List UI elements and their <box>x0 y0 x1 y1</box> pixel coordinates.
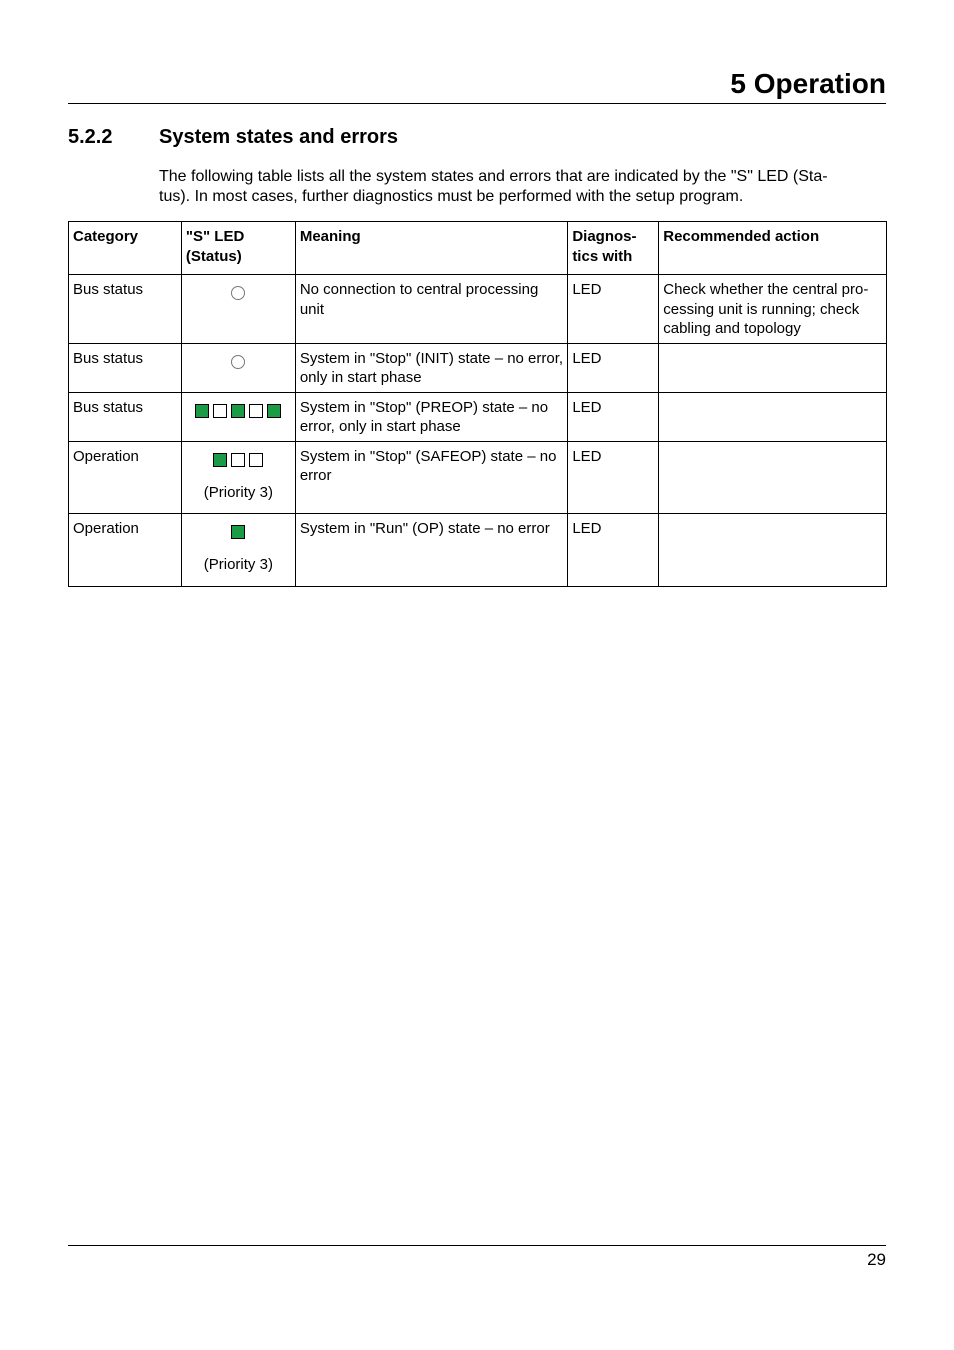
cell-action <box>659 392 887 441</box>
led-off-circle-icon <box>231 355 245 369</box>
header-led <box>181 222 295 275</box>
chapter-title: 5 Operation <box>730 68 886 99</box>
cell-diagnostics: LED <box>568 441 659 513</box>
table-row <box>69 513 887 586</box>
header-diagnostics <box>568 222 659 275</box>
footer-divider <box>68 1245 886 1246</box>
cell-led <box>181 441 295 513</box>
cell-meaning: System in "Run" (OP) state – no error <box>295 513 567 586</box>
priority-label: (Priority 3) <box>203 555 273 573</box>
table-row <box>69 343 887 392</box>
cell-action <box>659 441 887 513</box>
table-row <box>69 392 887 441</box>
led-blink-pattern-icon <box>186 404 291 418</box>
cell-category: Bus status <box>69 343 182 392</box>
led-on-icon <box>195 404 209 418</box>
cell-led <box>181 343 295 392</box>
section-title: System states and errors <box>159 126 399 148</box>
intro-line-2: tus). In most cases, further diagnostics must be performed with the setup program. <box>159 188 744 205</box>
cell-meaning: System in "Stop" (INIT) state – no error, only in start phase <box>295 343 567 392</box>
cell-category: Operation <box>69 513 182 586</box>
cell-meaning: System in "Stop" (SAFEOP) state – no error <box>295 441 567 513</box>
cell-action <box>659 343 887 392</box>
header-led-line-2: (Status) <box>185 247 242 265</box>
table-row <box>69 275 887 344</box>
cell-action: Check whether the central pro- cessing unit is running; check cabling and topology <box>659 275 887 344</box>
led-off-icon <box>231 453 245 467</box>
cell-led <box>181 275 295 344</box>
cell-meaning: System in "Stop" (PREOP) state – no error, only in start phase <box>295 392 567 441</box>
cell-diagnostics: LED <box>568 513 659 586</box>
led-off-circle-icon <box>186 286 291 300</box>
priority-label: (Priority 3) <box>203 483 273 501</box>
table-row <box>69 441 887 513</box>
section-number: 5.2.2 <box>68 126 113 148</box>
cell-action <box>659 513 887 586</box>
cell-diagnostics: LED <box>568 392 659 441</box>
led-off-icon <box>249 404 263 418</box>
led-on-icon <box>267 404 281 418</box>
intro-paragraph <box>159 167 886 207</box>
header-action: Recommended action <box>659 222 887 275</box>
header-category: Category <box>69 222 182 275</box>
header-meaning: Meaning <box>295 222 567 275</box>
cell-diagnostics: LED <box>568 275 659 344</box>
intro-line-1: The following table lists all the system states and errors that are indicated by the "S" LED (Sta- <box>159 168 828 185</box>
led-steady-on-icon <box>186 525 291 539</box>
led-off-icon <box>249 453 263 467</box>
header-led-line-1: "S" LED <box>185 228 245 245</box>
led-off-icon <box>213 404 227 418</box>
cell-led <box>181 392 295 441</box>
cell-category: Bus status <box>69 275 182 344</box>
header-divider <box>68 103 886 104</box>
cell-meaning: No connection to central processing unit <box>295 275 567 344</box>
cell-category: Operation <box>69 441 182 513</box>
header-diag-line-2: tics with <box>572 247 633 265</box>
led-on-icon <box>231 525 245 539</box>
led-on-icon <box>231 404 245 418</box>
cell-led <box>181 513 295 586</box>
led-off-circle-icon <box>186 355 291 369</box>
led-off-circle-icon <box>231 286 245 300</box>
cell-category: Bus status <box>69 392 182 441</box>
led-pattern-icon <box>186 453 291 467</box>
cell-diagnostics: LED <box>568 343 659 392</box>
table-header-row <box>69 222 887 275</box>
page-number: 29 <box>867 1250 886 1269</box>
system-states-table <box>68 221 887 587</box>
led-on-icon <box>213 453 227 467</box>
header-diag-line-1: Diagnos- <box>572 228 637 245</box>
